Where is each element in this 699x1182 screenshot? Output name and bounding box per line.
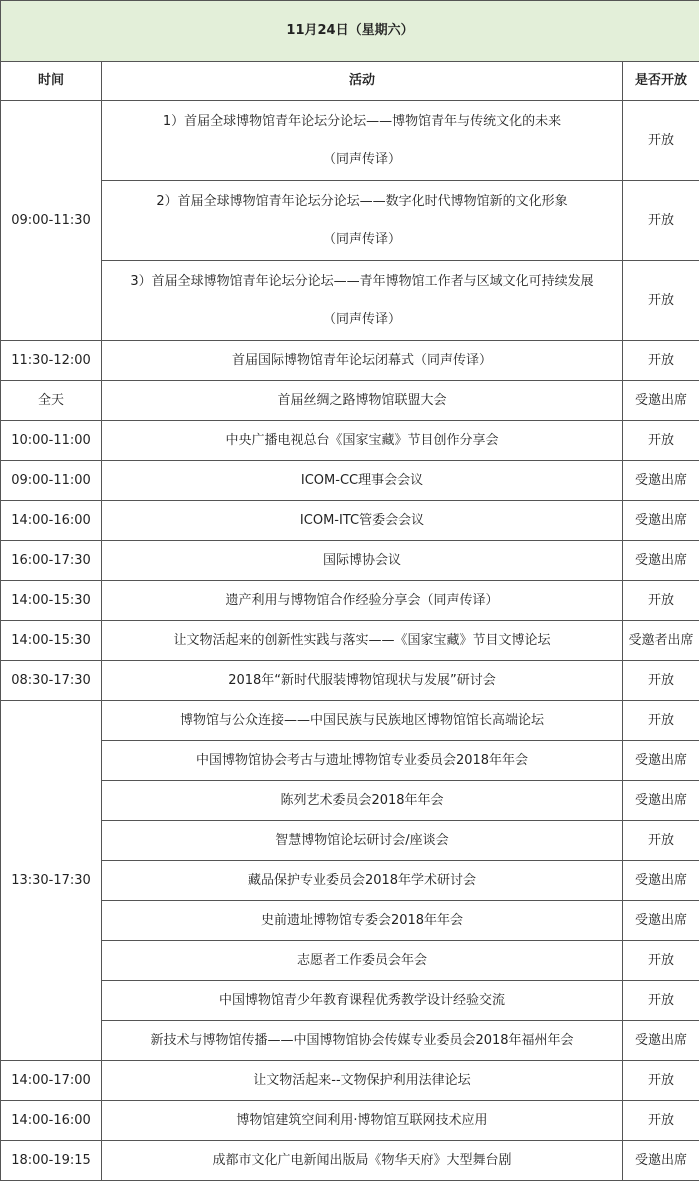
status-cell: 受邀出席 [623, 541, 699, 581]
activity-cell: 智慧博物馆论坛研讨会/座谈会 [102, 821, 623, 861]
table-row [1, 341, 699, 381]
table-row [1, 421, 699, 461]
activity-cell: 藏品保护专业委员会2018年学术研讨会 [102, 861, 623, 901]
activity-note: （同声传译） [322, 231, 401, 247]
activity-cell: 国际博协会议 [102, 541, 623, 581]
table-row [1, 461, 699, 501]
table-row [1, 1021, 699, 1061]
activity-cell [102, 101, 623, 181]
time-cell: 14:00-16:00 [1, 501, 102, 541]
time-cell: 18:00-19:15 [1, 1141, 102, 1181]
time-cell: 10:00-11:00 [1, 421, 102, 461]
activity-cell: 让文物活起来--文物保护利用法律论坛 [102, 1061, 623, 1101]
status-cell: 开放 [623, 701, 699, 741]
table-row [1, 381, 699, 421]
table-row [1, 501, 699, 541]
activity-cell: 首届丝绸之路博物馆联盟大会 [102, 381, 623, 421]
activity-cell: 2018年“新时代服装博物馆现状与发展”研讨会 [102, 661, 623, 701]
time-cell: 14:00-15:30 [1, 581, 102, 621]
status-cell: 受邀出席 [623, 781, 699, 821]
status-cell: 开放 [623, 821, 699, 861]
activity-cell: 首届国际博物馆青年论坛闭幕式（同声传译） [102, 341, 623, 381]
table-row [1, 741, 699, 781]
status-cell: 开放 [623, 341, 699, 381]
table-row [1, 1101, 699, 1141]
status-cell: 受邀者出席 [623, 621, 699, 661]
activity-cell: ICOM-ITC管委会会议 [102, 501, 623, 541]
status-cell: 开放 [623, 1101, 699, 1141]
table-row [1, 781, 699, 821]
status-cell: 受邀出席 [623, 501, 699, 541]
status-cell: 开放 [623, 181, 699, 261]
activity-note: （同声传译） [322, 311, 401, 327]
activity-cell [102, 181, 623, 261]
activity-cell: 博物馆建筑空间利用·博物馆互联网技术应用 [102, 1101, 623, 1141]
status-cell: 受邀出席 [623, 741, 699, 781]
time-cell: 13:30-17:30 [1, 701, 102, 1061]
table-row [1, 901, 699, 941]
schedule-date-title: 11月24日（星期六） [1, 1, 699, 62]
time-cell: 14:00-17:00 [1, 1061, 102, 1101]
activity-text: 3）首届全球博物馆青年论坛分论坛——青年博物馆工作者与区域文化可持续发展 [130, 273, 594, 289]
time-cell: 09:00-11:00 [1, 461, 102, 501]
activity-cell: 新技术与博物馆传播——中国博物馆协会传媒专业委员会2018年福州年会 [102, 1021, 623, 1061]
status-cell: 开放 [623, 261, 699, 341]
activity-cell: ICOM-CC理事会会议 [102, 461, 623, 501]
time-cell: 14:00-15:30 [1, 621, 102, 661]
header-row [1, 62, 699, 101]
time-cell: 16:00-17:30 [1, 541, 102, 581]
status-cell: 受邀出席 [623, 1141, 699, 1181]
header-time: 时间 [1, 62, 102, 101]
table-row [1, 701, 699, 741]
table-row [1, 1061, 699, 1101]
activity-cell: 志愿者工作委员会年会 [102, 941, 623, 981]
status-cell: 开放 [623, 581, 699, 621]
activity-note: （同声传译） [322, 151, 401, 167]
status-cell: 开放 [623, 981, 699, 1021]
activity-cell: 让文物活起来的创新性实践与落实——《国家宝藏》节目文博论坛 [102, 621, 623, 661]
activity-cell: 遗产利用与博物馆合作经验分享会（同声传译） [102, 581, 623, 621]
table-row [1, 661, 699, 701]
activity-text: 1）首届全球博物馆青年论坛分论坛——博物馆青年与传统文化的未来 [162, 113, 562, 129]
activity-cell: 中国博物馆协会考古与遗址博物馆专业委员会2018年年会 [102, 741, 623, 781]
time-cell: 14:00-16:00 [1, 1101, 102, 1141]
table-row [1, 581, 699, 621]
activity-cell: 中央广播电视总台《国家宝藏》节目创作分享会 [102, 421, 623, 461]
activity-text: 2）首届全球博物馆青年论坛分论坛——数字化时代博物馆新的文化形象 [156, 193, 568, 209]
activity-cell: 史前遗址博物馆专委会2018年年会 [102, 901, 623, 941]
header-activity: 活动 [102, 62, 623, 101]
status-cell: 开放 [623, 101, 699, 181]
status-cell: 开放 [623, 941, 699, 981]
table-row [1, 1141, 699, 1181]
status-cell: 开放 [623, 661, 699, 701]
table-row [1, 181, 699, 261]
activity-cell: 成都市文化广电新闻出版局《物华天府》大型舞台剧 [102, 1141, 623, 1181]
time-cell: 全天 [1, 381, 102, 421]
header-open: 是否开放 [623, 62, 699, 101]
time-cell: 11:30-12:00 [1, 341, 102, 381]
activity-cell: 中国博物馆青少年教育课程优秀教学设计经验交流 [102, 981, 623, 1021]
status-cell: 开放 [623, 1061, 699, 1101]
status-cell: 开放 [623, 421, 699, 461]
table-row [1, 941, 699, 981]
activity-cell: 博物馆与公众连接——中国民族与民族地区博物馆馆长高端论坛 [102, 701, 623, 741]
table-row [1, 261, 699, 341]
table-row [1, 821, 699, 861]
time-cell: 08:30-17:30 [1, 661, 102, 701]
time-cell: 09:00-11:30 [1, 101, 102, 341]
status-cell: 受邀出席 [623, 381, 699, 421]
table-row [1, 621, 699, 661]
title-row [1, 1, 699, 62]
status-cell: 受邀出席 [623, 901, 699, 941]
status-cell: 受邀出席 [623, 861, 699, 901]
status-cell: 受邀出席 [623, 1021, 699, 1061]
status-cell: 受邀出席 [623, 461, 699, 501]
table-row [1, 981, 699, 1021]
table-row [1, 101, 699, 181]
activity-cell: 陈列艺术委员会2018年年会 [102, 781, 623, 821]
activity-cell [102, 261, 623, 341]
table-row [1, 541, 699, 581]
table-row [1, 861, 699, 901]
